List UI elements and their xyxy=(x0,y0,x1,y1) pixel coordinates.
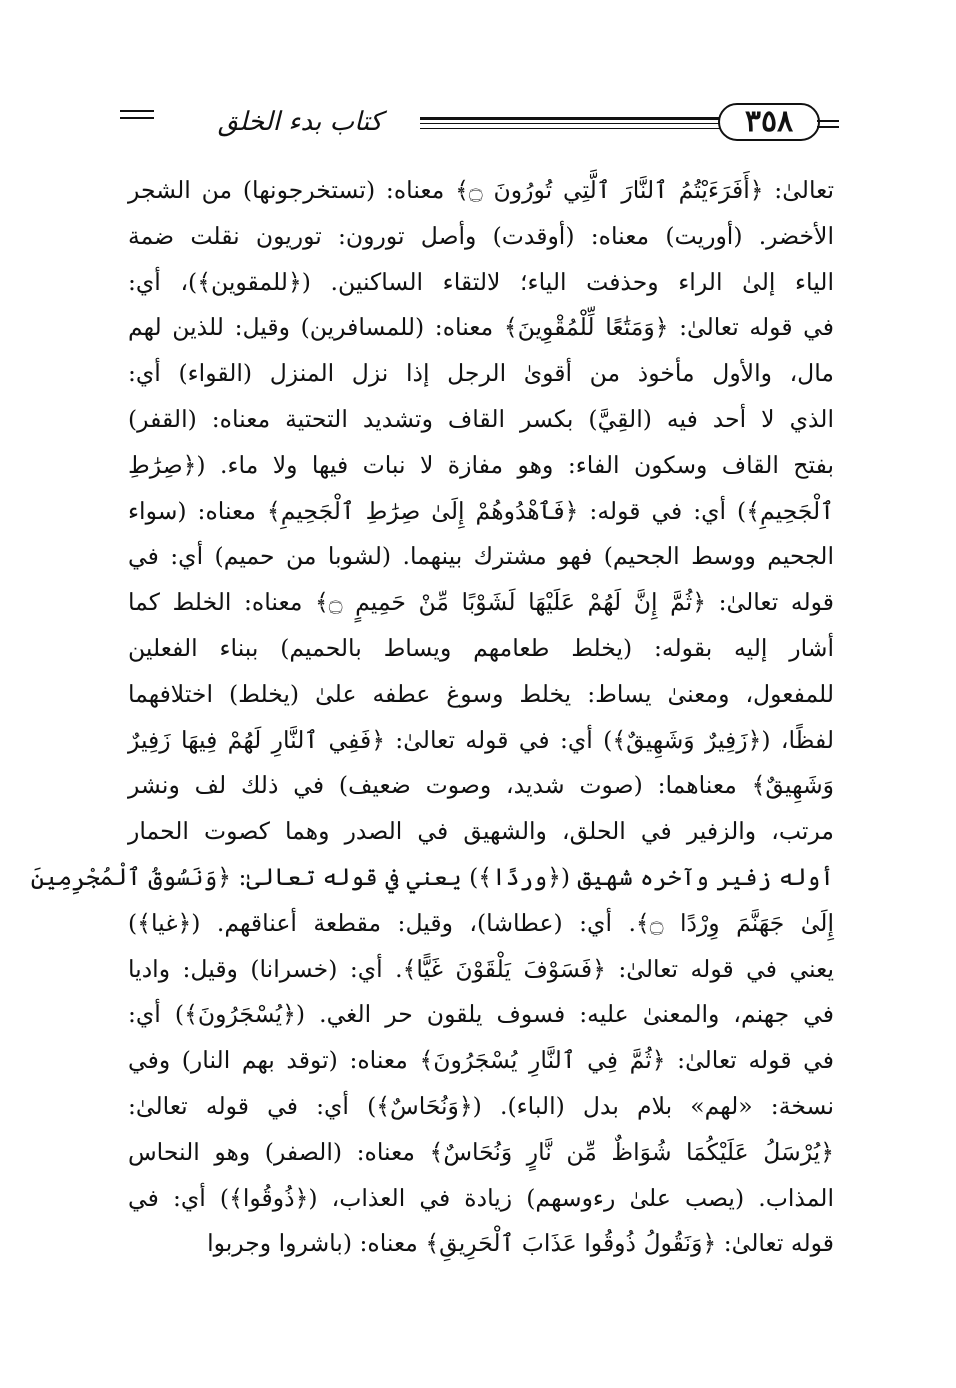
text-line: المذاب. (يصب علىٰ رءوسهم) زيادة في العذاب، (﴿ذُوقُوا﴾) أي: في xyxy=(128,1183,834,1212)
header-rule xyxy=(420,117,732,129)
header-rule-tail xyxy=(817,126,839,128)
text-line: أوله زفير وآخره شهيق (﴿وردًا﴾) يعني في قوله تعالىٰ: ﴿وَنَسُوقُ ٱلْمُجْرِمِينَ xyxy=(30,862,834,891)
header-double-bar-mark xyxy=(120,110,154,124)
text-line: الذي لا أحد فيه (القِيَّ) بكسر القاف وتشديد التحتية معناه: (القفر) xyxy=(128,404,834,433)
text-line: قوله تعالىٰ: ﴿ثُمَّ إِنَّ لَهُمْ عَلَيْهَا لَشَوْبًا مِّنْ حَمِيمٍ ۝﴾ معناه: الخلط كما xyxy=(128,588,834,617)
text-line: مال، والأول مأخوذ من أقوىٰ الرجل إذا نزل المنزل (القواء) أي: xyxy=(128,359,834,388)
text-line: بفتح القاف وسكون الفاء: وهو مفازة لا نبات فيها ولا ماء. (﴿صِرَٰطِ xyxy=(128,450,834,479)
body-text xyxy=(30,168,834,1267)
text-line: أشار إليه بقوله: (يخلط طعامهم ويساط بالحميم) ببناء الفعلين xyxy=(128,633,834,662)
text-line: يعني في قوله تعالىٰ: ﴿فَسَوْفَ يَلْقَوْنَ غَيًّا﴾. أي: (خسرانا) وقيل: واديا xyxy=(128,954,834,983)
book-title: كتاب بدء الخلق xyxy=(217,107,383,137)
page-number: ٣٥٨ xyxy=(718,103,820,141)
text-line: تعالىٰ: ﴿أَفَرَءَيْتُمُ ٱلنَّارَ ٱلَّتِي تُورُونَ ۝﴾ معناه: (تستخرجونها) من الشجر xyxy=(128,176,834,204)
text-line: الجحيم ووسط الجحيم) فهو مشترك بينهما. (لشوبا من حميم) أي: في xyxy=(128,542,834,571)
text-line: ﴿يُرْسَلُ عَلَيْكُمَا شُوَاظٌ مِّن نَّارٍ وَنُحَاسٌ﴾ معناه: (الصفر) وهو النحاس xyxy=(128,1137,834,1166)
text-line: لفظًا، (﴿زَفِيرٌ وَشَهِيقٌ﴾) أي: في قوله تعالىٰ: ﴿فَفِي ٱلنَّارِ لَهُمْ فِيهَا زَفِيرٌ xyxy=(128,725,834,754)
text-line: الأخضر. (أوريت) معناه: (أوقدت) وأصل تورون: توريون نقلت ضمة xyxy=(128,221,834,250)
text-line: الياء إلىٰ الراء وحذفت الياء؛ لالتقاء الساكنين. (﴿للمقوين﴾)، أي: xyxy=(128,267,834,296)
text-line: إِلَىٰ جَهَنَّمَ وِرْدًا ۝﴾. أي: (عطاشا)، وقيل: مقطعة أعناقهم. (﴿غيا﴾) xyxy=(128,908,834,937)
text-line: ٱلْجَحِيمِ﴾) أي: في قوله: ﴿فَٱهْدُوهُمْ إِلَىٰ صِرَٰطِ ٱلْجَحِيمِ﴾ معناه: (سواء xyxy=(128,496,834,525)
text-line: وَشَهِيقٌ﴾ معناهما: (صوت شديد، وصوت ضعيف) في ذلك لف ونشر xyxy=(128,771,834,800)
text-line: نسخة: «لهم» بلام بدل (الباء). (﴿وَنُحَاسٌ﴾) أي: في قوله تعالىٰ: xyxy=(128,1091,834,1120)
header-rule-tail xyxy=(817,120,839,122)
page-header xyxy=(120,100,840,150)
text-line: في قوله تعالىٰ: ﴿ثُمَّ فِي ٱلنَّارِ يُسْجَرُونَ﴾ معناه: (توقد بهم النار) وفي xyxy=(128,1046,834,1075)
text-line: قوله تعالىٰ: ﴿وَنَقُولُ ذُوقُوا عَذَابَ ٱلْحَرِيقِ﴾ معناه: (باشروا وجربوا xyxy=(207,1229,834,1258)
text-line: مرتب، والزفير في الحلق، والشهيق في الصدر وهما كصوت الحمار xyxy=(128,817,834,846)
text-line: في قوله تعالىٰ: ﴿وَمَتَٰعًا لِّلْمُقْوِينَ﴾ معناه: (للمسافرين) وقيل: للذين لهم xyxy=(128,313,834,342)
text-line: في جهنم، والمعنىٰ عليه: فسوف يلقون حر الغي. (﴿يُسْجَرُونَ﴾) أي: xyxy=(128,1000,834,1029)
text-line: للمفعول، ومعنىٰ يساط: يخلط وسوغ عطفه علىٰ (يخلط) اختلافهما xyxy=(128,679,834,708)
